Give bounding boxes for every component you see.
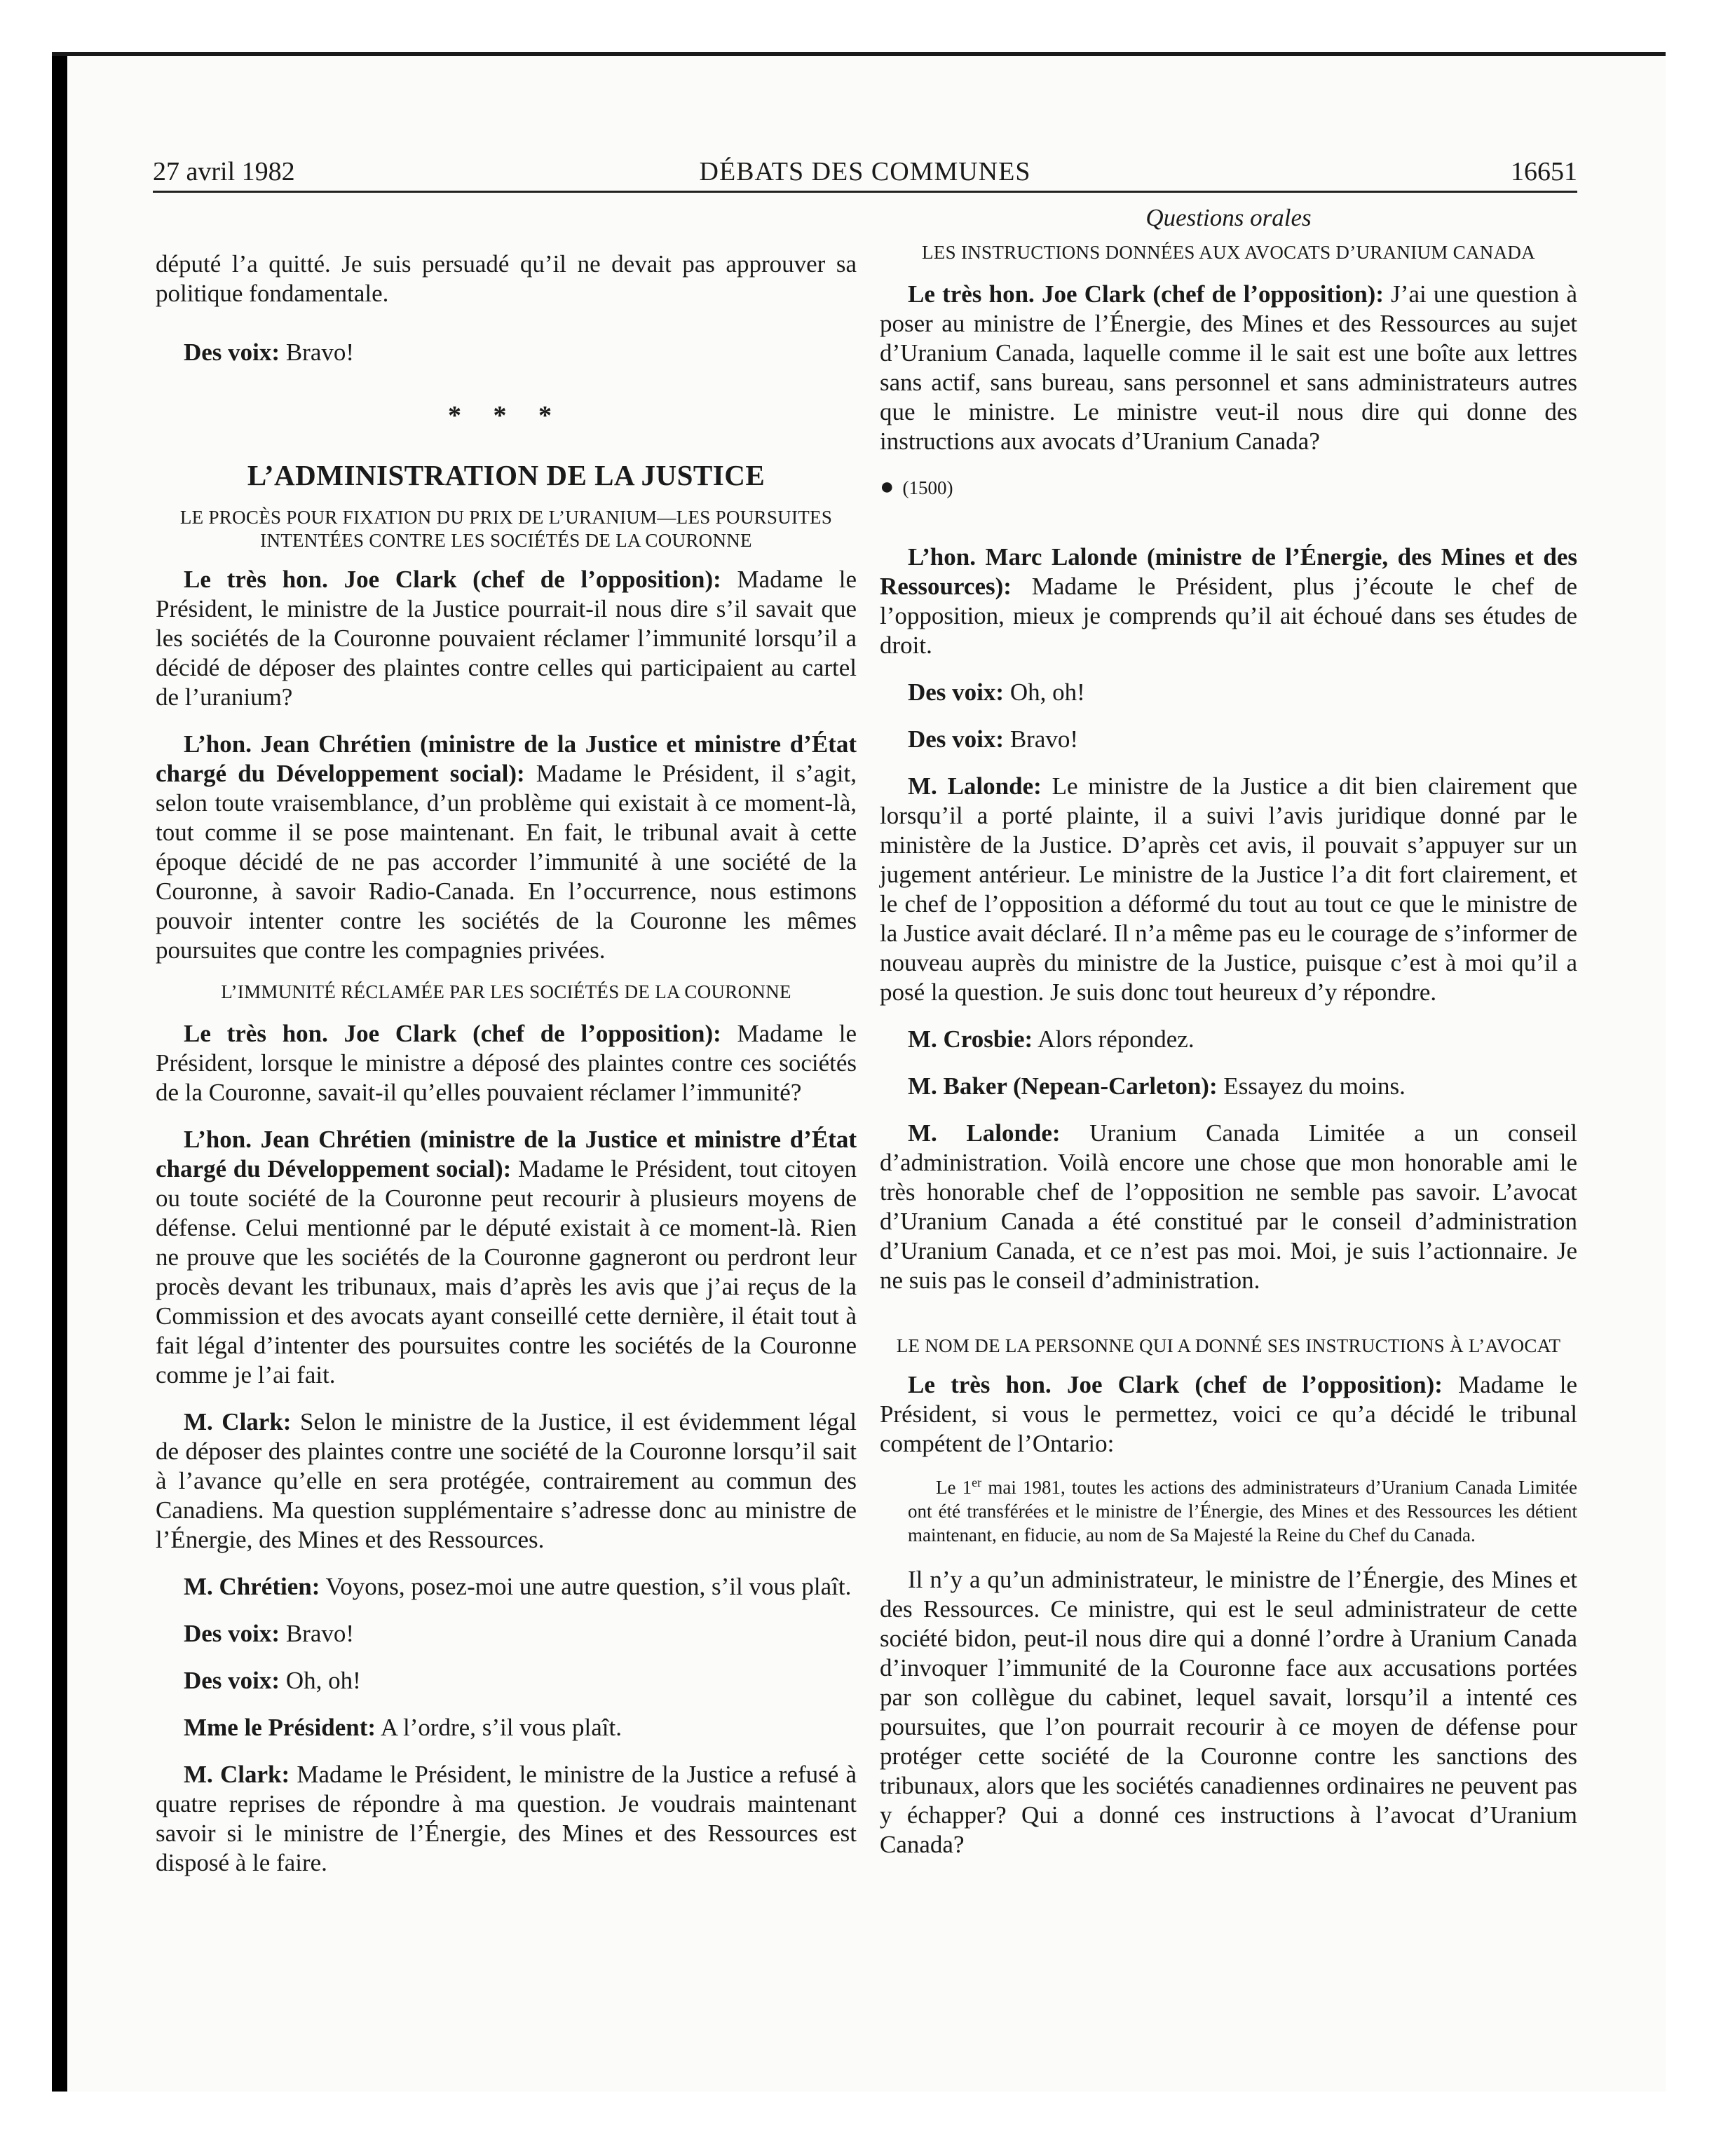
speaker: Le très hon. Joe Clark (chef de l’opposition):: [908, 280, 1384, 308]
paragraph: [880, 543, 1577, 660]
subheading: LE PROCÈS POUR FIXATION DU PRIX DE L’URANIUM—LES POURSUITES INTENTÉES CONTRE LES SOCIÉTÉS DE LA COURONNE: [179, 507, 833, 551]
paragraph: [880, 725, 1577, 754]
speaker: Le très hon. Joe Clark (chef de l’opposition):: [184, 566, 721, 593]
speech: Madame le Président, plus j’écoute le chef de l’opposition, mieux je comprends qu’il ait échoué dans ses études de droit.: [880, 573, 1577, 659]
speaker: Le très hon. Joe Clark (chef de l’opposition):: [184, 1020, 721, 1047]
header-date: 27 avril 1982: [153, 157, 295, 186]
section-heading: L’ADMINISTRATION DE LA JUSTICE: [247, 459, 766, 491]
speech: Essayez du moins.: [1217, 1072, 1406, 1100]
paragraph: [156, 1407, 857, 1555]
speech: Selon le ministre de la Justice, il est évidemment légal de déposer des plaintes contre une société de la Couronne lorsqu’il sait à l’avance qu’elle en sera protégée, contrairement au commun des Canadiens. Ma question supplémentaire s’adresse donc au ministre de l’Énergie, des Mines et des Ressources.: [156, 1408, 857, 1553]
speaker: Le très hon. Joe Clark (chef de l’opposition):: [908, 1371, 1443, 1398]
block-quote: [908, 1475, 1577, 1547]
speaker: M. Chrétien:: [184, 1573, 320, 1600]
paragraph: [156, 730, 857, 965]
speaker: Mme le Président:: [184, 1714, 376, 1741]
speech: Madame le Président, si vous le permettez, voici ce qu’a décidé le tribunal compétent de l’Ontario:: [880, 1371, 1577, 1457]
speech: Madame le Président, le ministre de la Justice pourrait-il nous dire s’il savait que les sociétés de la Couronne pouvaient réclamer l’immunité lorsqu’il a décidé de déposer des plaintes contre celles qui participaient au cartel de l’uranium?: [156, 566, 857, 711]
paragraph: [880, 1072, 1577, 1101]
paragraph: [156, 1713, 857, 1742]
speech: Bravo!: [280, 1620, 355, 1647]
speech: Bravo!: [280, 339, 355, 366]
paragraph: [156, 1125, 857, 1390]
speech: Uranium Canada Limitée a un conseil d’administration. Voilà encore une chose que mon honorable ami le très honorable chef de l’opposition ne semble pas savoir. L’avocat d’Uranium Canada a été constitué par le conseil d’administration d’Uranium Canada, et ce n’est pas moi. Moi, je suis l’actionnaire. Je ne suis pas le conseil d’administration.: [880, 1119, 1577, 1294]
paragraph: [156, 1619, 857, 1649]
paragraph: [880, 280, 1577, 456]
speaker: Des voix:: [184, 339, 280, 366]
speaker: M. Lalonde:: [908, 1119, 1061, 1147]
speech: A l’ordre, s’il vous plaît.: [376, 1714, 622, 1741]
speaker: L’hon. Jean Chrétien (ministre de la Justice et ministre d’État chargé du Développement social):: [156, 1126, 857, 1182]
paragraph: [156, 1666, 857, 1696]
speaker: M. Crosbie:: [908, 1025, 1033, 1053]
bullet-icon: ●: [880, 474, 894, 500]
speech: Oh, oh!: [1004, 678, 1085, 706]
speech: Madame le Président, lorsque le ministre a déposé des plaintes contre ces sociétés de la Couronne, savait-il qu’elles pouvaient réclamer l’immunité?: [156, 1020, 857, 1106]
speaker: L’hon. Marc Lalonde (ministre de l’Énergie, des Mines et des Ressources):: [880, 543, 1577, 600]
right-column: [880, 203, 1577, 1860]
speaker: Des voix:: [908, 725, 1005, 753]
paragraph: [880, 1119, 1577, 1295]
speech: Madame le Président, tout citoyen ou toute société de la Couronne peut recourir à plusieurs moyens de défense. Celui mentionné par le député existait à ce moment-là. Rien ne prouve que les sociétés de la Couronne gagneront ou perdront leur procès devant les tribunaux, mais d’après les avis que j’ai reçus de la Commission et des avocats ayant conseillé cette dernière, il était tout à fait légal d’intenter des poursuites contre les sociétés de la Couronne comme je l’ai fait.: [156, 1155, 857, 1389]
speech: Bravo!: [1004, 725, 1079, 753]
quote-text: mai 1981, toutes les actions des administrateurs d’Uranium Canada Limitée ont été transférées et le ministre de l’Énergie, des Mines et des Ressources les détient maintenant, en fiducie, au nom de Sa Majesté la Reine du Chef du Canada.: [908, 1477, 1578, 1546]
speaker: Des voix:: [184, 1620, 280, 1647]
section-title: Questions orales: [1145, 204, 1312, 231]
header-title: DÉBATS DES COMMUNES: [699, 157, 1031, 186]
speech: J’ai une question à poser au ministre de l’Énergie, des Mines et des Ressources au sujet d’Uranium Canada, laquelle comme il le sait est une boîte aux lettres sans actif, sans bureau, sans personnel et sans administrateurs autres que le ministre. Le ministre veut-il nous dire qui donne des instructions aux avocats d’Uranium Canada?: [880, 280, 1577, 455]
speech: Le ministre de la Justice a dit bien clairement que lorsqu’il a porté plainte, il a suivi l’avis juridique donné par le ministère de la Justice. D’après cet avis, il pouvait s’appuyer sur un jugement antérieur. Le ministre de la Justice l’a dit fort clairement, et le chef de l’opposition a déformé du tout au tout ce que le ministre de la Justice avait déclaré. Il n’a même pas eu le courage de s’informer de nouveau auprès du ministre de la Justice, puisque c’est à moi qu’il a posé la question. Je suis donc tout heureux d’y répondre.: [880, 772, 1577, 1006]
left-column: [156, 203, 857, 1878]
quote-day: Le 1: [936, 1477, 972, 1498]
speech: Alors répondez.: [1033, 1025, 1195, 1053]
speech: Oh, oh!: [280, 1667, 361, 1694]
speech: Madame le Président, le ministre de la Justice a refusé à quatre reprises de répondre à ma question. Je voudrais maintenant savoir si le ministre de l’Énergie, des Mines et des Ressources est disposé à le faire.: [156, 1761, 857, 1876]
paragraph: [880, 772, 1577, 1007]
page-number: 16651: [1511, 157, 1577, 186]
speaker: L’hon. Jean Chrétien (ministre de la Justice et ministre d’État chargé du Développement social):: [156, 730, 857, 787]
paragraph: [156, 338, 857, 367]
speaker: Des voix:: [908, 678, 1005, 706]
subheading: L’IMMUNITÉ RÉCLAMÉE PAR LES SOCIÉTÉS DE LA COURONNE: [221, 981, 791, 1002]
section-separator: * * *: [448, 401, 564, 430]
speaker: M. Clark:: [184, 1408, 292, 1435]
subheading: LE NOM DE LA PERSONNE QUI A DONNÉ SES INSTRUCTIONS À L’AVOCAT: [896, 1335, 1561, 1356]
paragraph: Il n’y a qu’un administrateur, le ministre de l’Énergie, des Mines et des Ressources. Ce ministre, qui est le seul administrateur de cette société bidon, peut-il nous dire qui a donné l’ordre à Uranium Canada d’invoquer l’immunité de la Couronne face aux accusations portées par son collègue du cabinet, lequel savait, lorsqu’il a intenté ces poursuites, que l’on pourrait recourir à ce moyen de défense pour protéger cette société de la Couronne contre les sanctions des tribunaux, alors que les sociétés canadiennes ordinaires ne peuvent pas y échapper? Qui a donné ces instructions à l’avocat d’Uranium Canada?: [880, 1566, 1577, 1858]
paragraph: [880, 678, 1577, 707]
quote-superscript: er: [972, 1475, 982, 1489]
paragraph: [156, 1572, 857, 1602]
speaker: Des voix:: [184, 1667, 280, 1694]
paragraph: [156, 565, 857, 712]
subheading: LES INSTRUCTIONS DONNÉES AUX AVOCATS D’URANIUM CANADA: [922, 242, 1535, 263]
speaker: M. Clark:: [184, 1761, 290, 1788]
paragraph: [156, 1019, 857, 1107]
time-marker-label: (1500): [902, 477, 953, 498]
paragraph: [880, 1025, 1577, 1054]
scan-border-left: [52, 52, 67, 2092]
running-header: [153, 156, 1577, 193]
paragraph: [156, 1760, 857, 1878]
speech: Voyons, posez-moi une autre question, s’il vous plaît.: [320, 1573, 852, 1600]
time-marker: [880, 475, 1577, 500]
speech: Madame le Président, il s’agit, selon toute vraisemblance, d’un problème qui existait à ce moment-là, tout comme il se pose maintenant. En fait, le tribunal avait à cette époque décidé de ne pas accorder l’immunité à une société de la Couronne, à savoir Radio-Canada. En l’occurrence, nous estimons pouvoir intenter contre les sociétés de la Couronne les mêmes poursuites que contre les compagnies privées.: [156, 760, 857, 964]
paragraph: [880, 1370, 1577, 1459]
speaker: M. Baker (Nepean-Carleton):: [908, 1072, 1218, 1100]
speaker: M. Lalonde:: [908, 772, 1042, 800]
paragraph: député l’a quitté. Je suis persuadé qu’il ne devait pas approuver sa politique fondamentale.: [156, 250, 857, 307]
